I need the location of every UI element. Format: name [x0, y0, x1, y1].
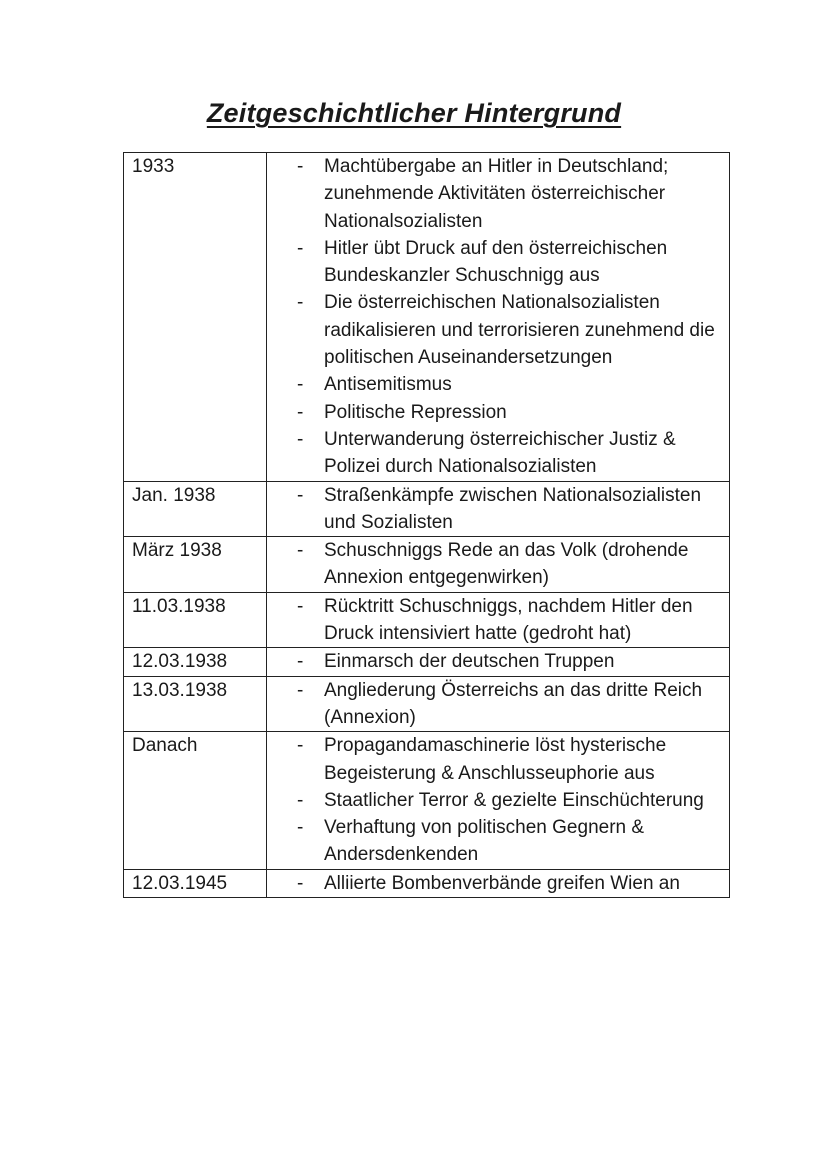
list-item — [297, 289, 729, 371]
list-item — [297, 426, 729, 481]
events-cell — [267, 676, 730, 732]
timeline-row — [124, 592, 730, 648]
event-text: Die österreichischen Nationalsozialisten radikalisieren und terrorisieren zunehmend die politischen Auseinandersetzungen — [324, 292, 715, 369]
bullet-dash: - — [297, 595, 304, 617]
list-item — [297, 787, 729, 814]
timeline-row — [124, 732, 730, 869]
bullet-dash: - — [297, 540, 304, 562]
date-cell: Jan. 1938 — [124, 481, 267, 537]
list-item — [297, 537, 729, 592]
date-cell: 12.03.1945 — [124, 869, 267, 897]
event-list — [297, 153, 729, 481]
list-item — [297, 399, 729, 426]
timeline-row — [124, 648, 730, 676]
event-list — [297, 648, 729, 675]
event-text: Hitler übt Druck auf den österreichischen Bundeskanzler Schuschnigg aus — [324, 237, 668, 287]
event-text: Verhaftung von politischen Gegnern & Andersdenkenden — [324, 817, 645, 866]
timeline-row — [124, 153, 730, 482]
date-cell: Danach — [124, 732, 267, 869]
bullet-dash: - — [297, 651, 304, 673]
timeline-table — [123, 152, 730, 898]
timeline-row — [124, 869, 730, 897]
date-cell: 1933 — [124, 153, 267, 482]
list-item — [297, 593, 729, 648]
events-cell — [267, 592, 730, 648]
event-text: Schuschniggs Rede an das Volk (drohende Annexion entgegenwirken) — [324, 540, 689, 589]
event-text: Antisemitismus — [324, 374, 452, 396]
bullet-dash: - — [297, 428, 304, 450]
list-item — [297, 153, 729, 235]
event-text: Alliierte Bombenverbände greifen Wien an — [324, 872, 680, 894]
page-title: Zeitgeschichtlicher Hintergrund — [206, 98, 622, 128]
timeline-row — [124, 481, 730, 537]
list-item — [297, 235, 729, 290]
event-text: Staatlicher Terror & gezielte Einschüchterung — [324, 789, 704, 811]
event-list — [297, 870, 729, 897]
timeline-row — [124, 537, 730, 593]
date-cell: 12.03.1938 — [124, 648, 267, 676]
event-text: Machtübergabe an Hitler in Deutschland; zunehmende Aktivitäten österreichischer Nationalsozialisten — [324, 156, 669, 232]
list-item — [297, 482, 729, 537]
list-item — [297, 732, 729, 787]
list-item — [297, 870, 729, 897]
list-item — [297, 814, 729, 869]
list-item — [297, 371, 729, 398]
event-list — [297, 482, 729, 537]
timeline-row — [124, 676, 730, 732]
event-text: Rücktritt Schuschniggs, nachdem Hitler den Druck intensiviert hatte (gedroht hat) — [324, 595, 693, 645]
events-cell — [267, 481, 730, 537]
event-text: Angliederung Österreichs an das dritte Reich (Annexion) — [324, 679, 703, 728]
events-cell — [267, 537, 730, 593]
list-item — [297, 648, 729, 675]
events-cell — [267, 648, 730, 676]
bullet-dash: - — [297, 817, 304, 839]
event-text: Straßenkämpfe zwischen Nationalsozialisten und Sozialisten — [324, 484, 702, 533]
bullet-dash: - — [297, 735, 304, 757]
event-text: Unterwanderung österreichischer Justiz & Polizei durch Nationalsozialisten — [324, 428, 676, 478]
event-list — [297, 732, 729, 868]
bullet-dash: - — [297, 292, 304, 314]
date-cell: 11.03.1938 — [124, 592, 267, 648]
event-list — [297, 677, 729, 732]
events-cell — [267, 869, 730, 897]
list-item — [297, 677, 729, 732]
events-cell — [267, 732, 730, 869]
event-text: Propagandamaschinerie löst hysterische Begeisterung & Anschlusseuphorie aus — [324, 735, 667, 784]
bullet-dash: - — [297, 156, 304, 177]
bullet-dash: - — [297, 789, 304, 811]
bullet-dash: - — [297, 872, 304, 894]
event-list — [297, 537, 729, 592]
date-cell: März 1938 — [124, 537, 267, 593]
event-text: Politische Repression — [324, 401, 507, 423]
bullet-dash: - — [297, 679, 304, 701]
events-cell — [267, 153, 730, 482]
bullet-dash: - — [297, 484, 304, 506]
bullet-dash: - — [297, 237, 304, 259]
bullet-dash: - — [297, 401, 304, 423]
bullet-dash: - — [297, 374, 304, 396]
event-text: Einmarsch der deutschen Truppen — [324, 651, 615, 673]
event-list — [297, 593, 729, 648]
date-cell: 13.03.1938 — [124, 676, 267, 732]
timeline-body — [124, 153, 730, 898]
